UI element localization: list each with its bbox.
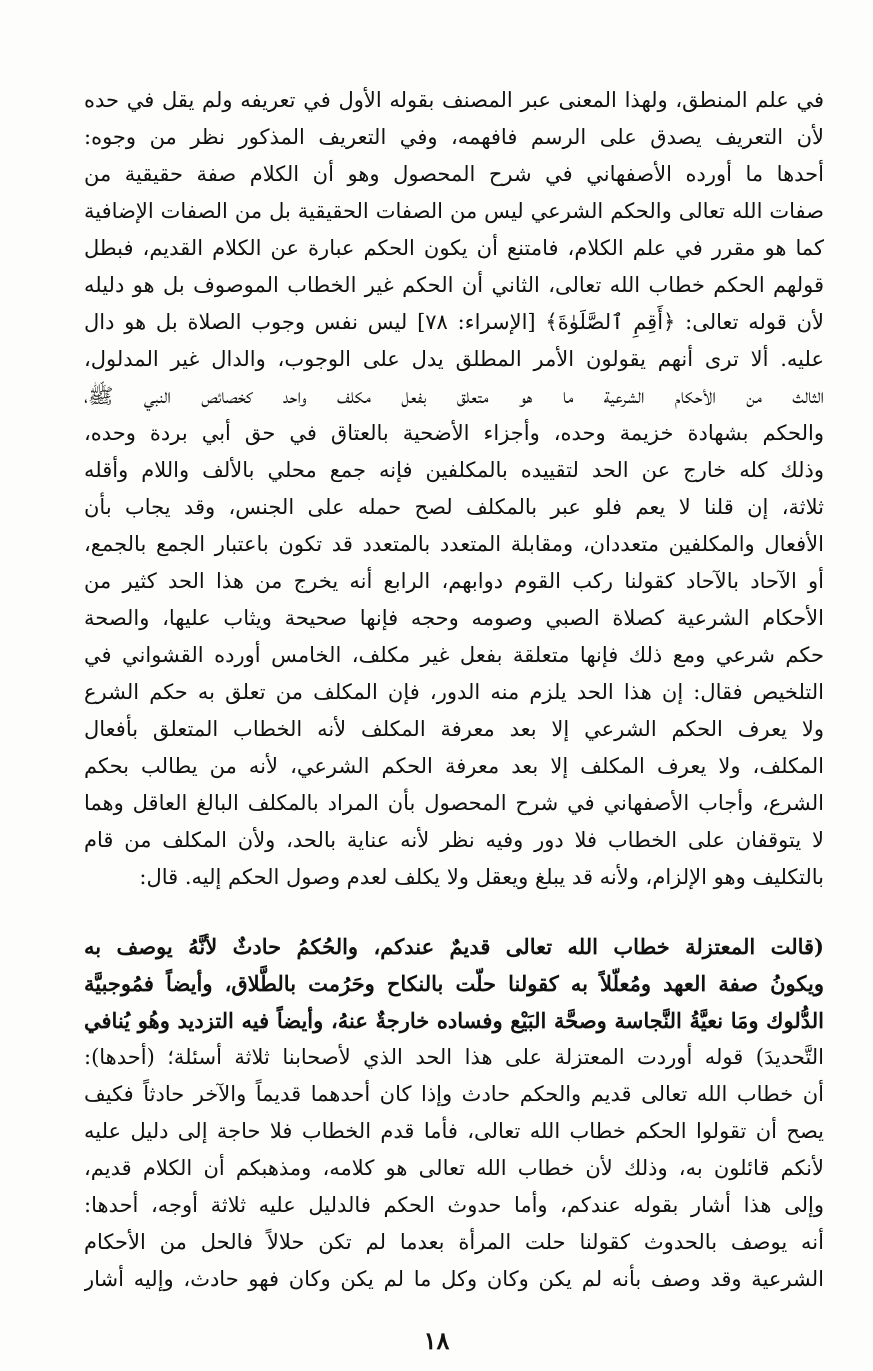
text-line: المكلف، ولا يعرف المكلف إلا بعد معرفة الحكم الشرعي، لأنه من يطالب بحكم xyxy=(84,754,824,778)
matn-paragraph xyxy=(84,928,824,1298)
text-line: الأفعال والمكلفين متعددان، ومقابلة المتعدد بالمتعدد قد تكون باعتبار الجمع بالجمع، xyxy=(84,532,824,556)
text-line: حكم شرعي ومع ذلك فإنها متعلقة بفعل غير مكلف، الخامس أورده القشواني في xyxy=(84,643,824,667)
matn-line: الدُّلوك ومَا نعيَّةُ النَّجاسة وصحَّة البَيْع وفساده خارجةٌ عنهُ، وأيضاً فيه التزديد وهُو يُنافي xyxy=(84,1008,824,1033)
text-line: الأحكام الشرعية كصلاة الصبي وصومه وحجه فإنها صحيحة ويثاب عليها، والصحة xyxy=(84,606,824,630)
text-line: أن خطاب الله تعالى قديم والحكم حادث وإذا كان أحدهما قديماً والآخر حادثاً فكيف xyxy=(84,1082,824,1106)
text-line: يصح أن تقولوا الحكم خطاب الله تعالى، فأما قدم الخطاب فلا حاجة إلى دليل عليه xyxy=(84,1119,824,1143)
text-line: التلخيص فقال: إن هذا الحد يلزم منه الدور، فإن المكلف من تعلق به حكم الشرع xyxy=(84,680,824,704)
text-line: ثلاثة، إن قلنا لا يعم فلو عبر بالمكلف لصح حمله على الجنس، وقد يجاب بأن xyxy=(84,495,824,519)
text-line: أو الآحاد بالآحاد كقولنا ركب القوم دوابهم، الرابع أنه يخرج من هذا الحد كثير من xyxy=(84,569,824,593)
text-line: والحكم بشهادة خزيمة وحده، وأجزاء الأضحية بالعتاق في حق أبي بردة وحده، xyxy=(84,421,824,445)
text-line: لا يتوقفان على الخطاب فلا دور وفيه نظر لأنه عناية بالحد، ولأن المكلف من قام xyxy=(84,828,824,852)
text-line: وذلك كله خارج عن الحد لتقييده بالمكلفين فإنه جمع محلي بالألف واللام وأقله xyxy=(84,458,824,482)
text-line: ولا يعرف الحكم الشرعي إلا بعد معرفة المكلف لأنه الخطاب المتعلق بأفعال xyxy=(84,717,824,741)
text-line: التَّحديدَ) قوله أوردت المعتزلة على هذا الحد الذي لأصحابنا ثلاثة أسئلة؛ (أحدها): xyxy=(84,1045,824,1069)
text-line: قولهم الحكم خطاب الله تعالى، الثاني أن الحكم غير الخطاب الموصوف بل هو دليله xyxy=(84,273,824,297)
matn-line: (قالت المعتزلة خطاب الله تعالى قديمٌ عندكم، والحُكمُ حادثٌ لأنَّهُ يوصف به xyxy=(84,934,824,959)
text-line: صفات الله تعالى والحكم الشرعي ليس من الصفات الحقيقية بل من الصفات الإضافية xyxy=(84,199,824,223)
text-line: أحدها ما أورده الأصفهاني في شرح المحصول وهو أن الكلام صفة حقيقية من xyxy=(84,162,824,186)
text-line: لأن قوله تعالى: ﴿أَقِمِ ٱلصَّلَوٰةَ﴾ [الإسراء: ٧٨] ليس نفس وجوب الصلاة بل هو دال xyxy=(84,310,824,334)
text-line: بالتكليف وهو الإلزام، ولأنه قد يبلغ ويعقل ولا يكلف لعدم وصول الحكم إليه. قال: xyxy=(139,865,824,889)
text-line: أنه يوصف بالحدوث كقولنا حلت المرأة بعدما لم تكن حلالاً فالحل من الأحكام xyxy=(84,1230,824,1254)
text-line: عليه. ألا ترى أنهم يقولون الأمر المطلق يدل على الوجوب، والدال غير المدلول، xyxy=(84,347,824,371)
text-line: لأنكم قائلون به، وذلك لأن خطاب الله تعالى هو كلامه، ومذهبكم أن الكلام قديم، xyxy=(84,1156,824,1180)
text-line: لأن التعريف يصدق على الرسم فافهمه، وفي التعريف المذكور نظر من وجوه: xyxy=(84,125,824,149)
matn-line: ويكونُ صفة العهد ومُعلّلاً به كقولنا حلّت بالنكاح وحَرُمت بالطَّلاق، وأيضاً فمُوجبيَّة xyxy=(84,971,824,996)
page-number: ١٨ xyxy=(423,1326,450,1355)
text-line: في علم المنطق، ولهذا المعنى عبر المصنف بقوله الأول في تعريفه ولم يقل في حده xyxy=(84,88,824,112)
text-line: كما هو مقرر في علم الكلام، فامتنع أن يكون الحكم عبارة عن الكلام القديم، فبطل xyxy=(84,236,824,260)
text-line: الشرعية وقد وصف بأنه لم يكن وكان وكل ما لم يكن وكان فهو حادث، وإليه أشار xyxy=(84,1267,824,1291)
text-line: الشرع، وأجاب الأصفهاني في شرح المحصول بأن المراد بالمكلف البالغ العاقل وهما xyxy=(84,791,824,815)
commentary-paragraph xyxy=(84,82,824,896)
text-line: وإلى هذا أشار بقوله عندكم، وأما حدوث الحكم فالدليل عليه ثلاثة أوجه، أحدها: xyxy=(84,1193,824,1217)
text-line: الثالث من الأحكام الشرعية ما هو متعلق بفعل مكلف واحد كخصائص النبي ﷺ، xyxy=(84,384,824,408)
